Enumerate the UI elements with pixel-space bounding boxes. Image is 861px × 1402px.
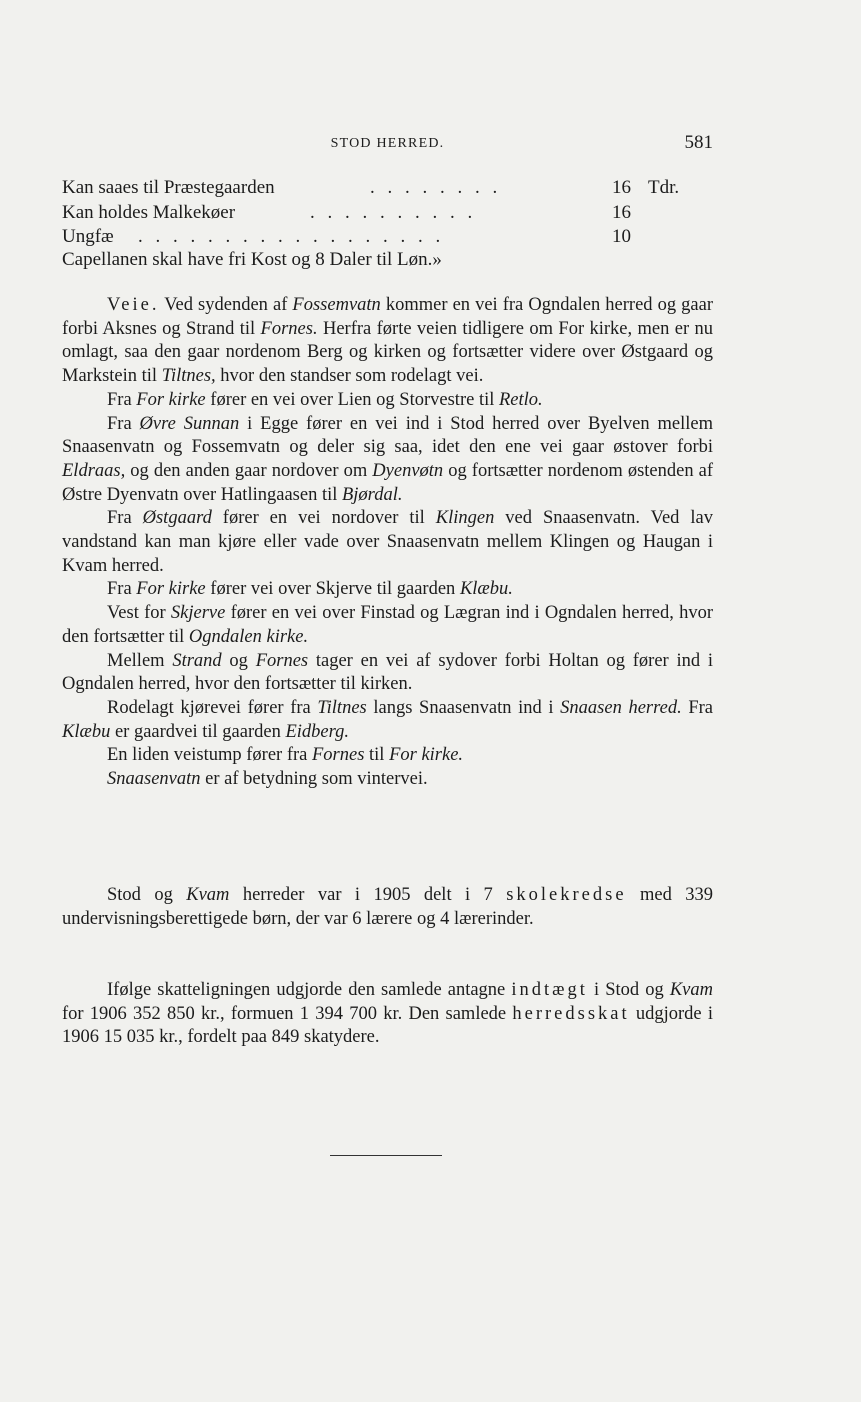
section-rule xyxy=(330,1155,442,1156)
row-label: Ungfæ xyxy=(62,226,114,247)
paragraph: Mellem Strand og Fornes tager en vei af sydover forbi Holtan og fører ind i Ogndalen herred, hvor den fortsætter til kirken. xyxy=(62,650,714,695)
row-unit: Tdr. xyxy=(648,177,680,198)
paragraph: Fra Østgaard fører en vei nordover til Klingen ved Snaasenvatn. Ved lav vandstand kan man kjøre eller vade over Snaasenvatn mellem Klingen og Haugan i Kvam herred. xyxy=(62,508,713,576)
paragraph: Fra For kirke fører en vei over Lien og Storvestre til Retlo. xyxy=(107,389,543,410)
running-title: STOD HERRED. xyxy=(330,136,445,151)
paragraph: Fra Øvre Sunnan i Egge fører en vei ind i Stod herred over Byelven mellem Snaasenvatn og Fossemvatn og deler sig saa, idet den ene vei gaar østover forbi Eldraas, og den anden gaar nordover om Dyenvøtn og fortsætter nordenom østenden af Østre Dyenvatn over Hatlingaasen til Bjørdal. xyxy=(62,413,714,505)
paragraph: En liden veistump fører fra Fornes til For kirke. xyxy=(107,745,464,766)
tax-section xyxy=(62,979,713,1050)
page-number: 581 xyxy=(684,132,713,153)
row-label: Kan holdes Malkekøer xyxy=(62,202,236,223)
school-section xyxy=(62,884,713,931)
paragraph: Rodelagt kjørevei fører fra Tiltnes langs Snaasenvatn ind i Snaasen herred. Fra Klæbu er gaardvei til gaarden Eidberg. xyxy=(62,697,713,742)
paragraph: Veie. Ved sydenden af Fossemvatn kommer en vei fra Ogndalen herred og gaar forbi Aksnes og Strand til Fornes. Herfra førte veien tidligere om For kirke, men er nu omlagt, saa den gaar nordenom Berg og kirken og fortsætter videre over Østgaard og Markstein til Tiltnes, hvor den standser som rodelagt vei. xyxy=(62,295,714,387)
leader-dots: . . . . . . . . . . xyxy=(310,202,477,223)
row-label: Kan saaes til Præstegaarden xyxy=(62,177,275,198)
roads-section xyxy=(62,294,713,792)
paragraph: Stod og Kvam herreder var i 1905 delt i 7 skolekredse med 339 undervisningsberettigede børn, der var 6 lærere og 4 lærerinder. xyxy=(62,885,713,929)
paragraph: Vest for Skjerve fører en vei over Finstad og Lægran ind i Ogndalen herred, hvor den fortsætter til Ogndalen kirke. xyxy=(62,603,713,647)
paragraph: Fra For kirke fører vei over Skjerve til gaarden Klæbu. xyxy=(107,579,513,600)
leader-dots: . . . . . . . . . . . . . . . . . . xyxy=(138,226,445,247)
capellan-text: Capellanen skal have fri Kost og 8 Daler til Løn.» xyxy=(62,249,442,270)
row-value: 16 xyxy=(612,177,631,198)
row-value: 16 xyxy=(612,202,631,223)
page-header xyxy=(62,132,713,154)
section-heading: Veie. xyxy=(107,295,160,315)
leader-dots: . . . . . . . . xyxy=(370,177,502,198)
row-value: 10 xyxy=(612,226,631,247)
paragraph: Snaasenvatn er af betydning som vintervei. xyxy=(107,769,428,790)
paragraph: Ifølge skatteligningen udgjorde den samlede antagne indtægt i Stod og Kvam for 1906 352 850 kr., formuen 1 394 700 kr. Den samlede herredsskat udgjorde i 1906 15 035 kr., fordelt paa 849 skatydere. xyxy=(62,980,713,1048)
